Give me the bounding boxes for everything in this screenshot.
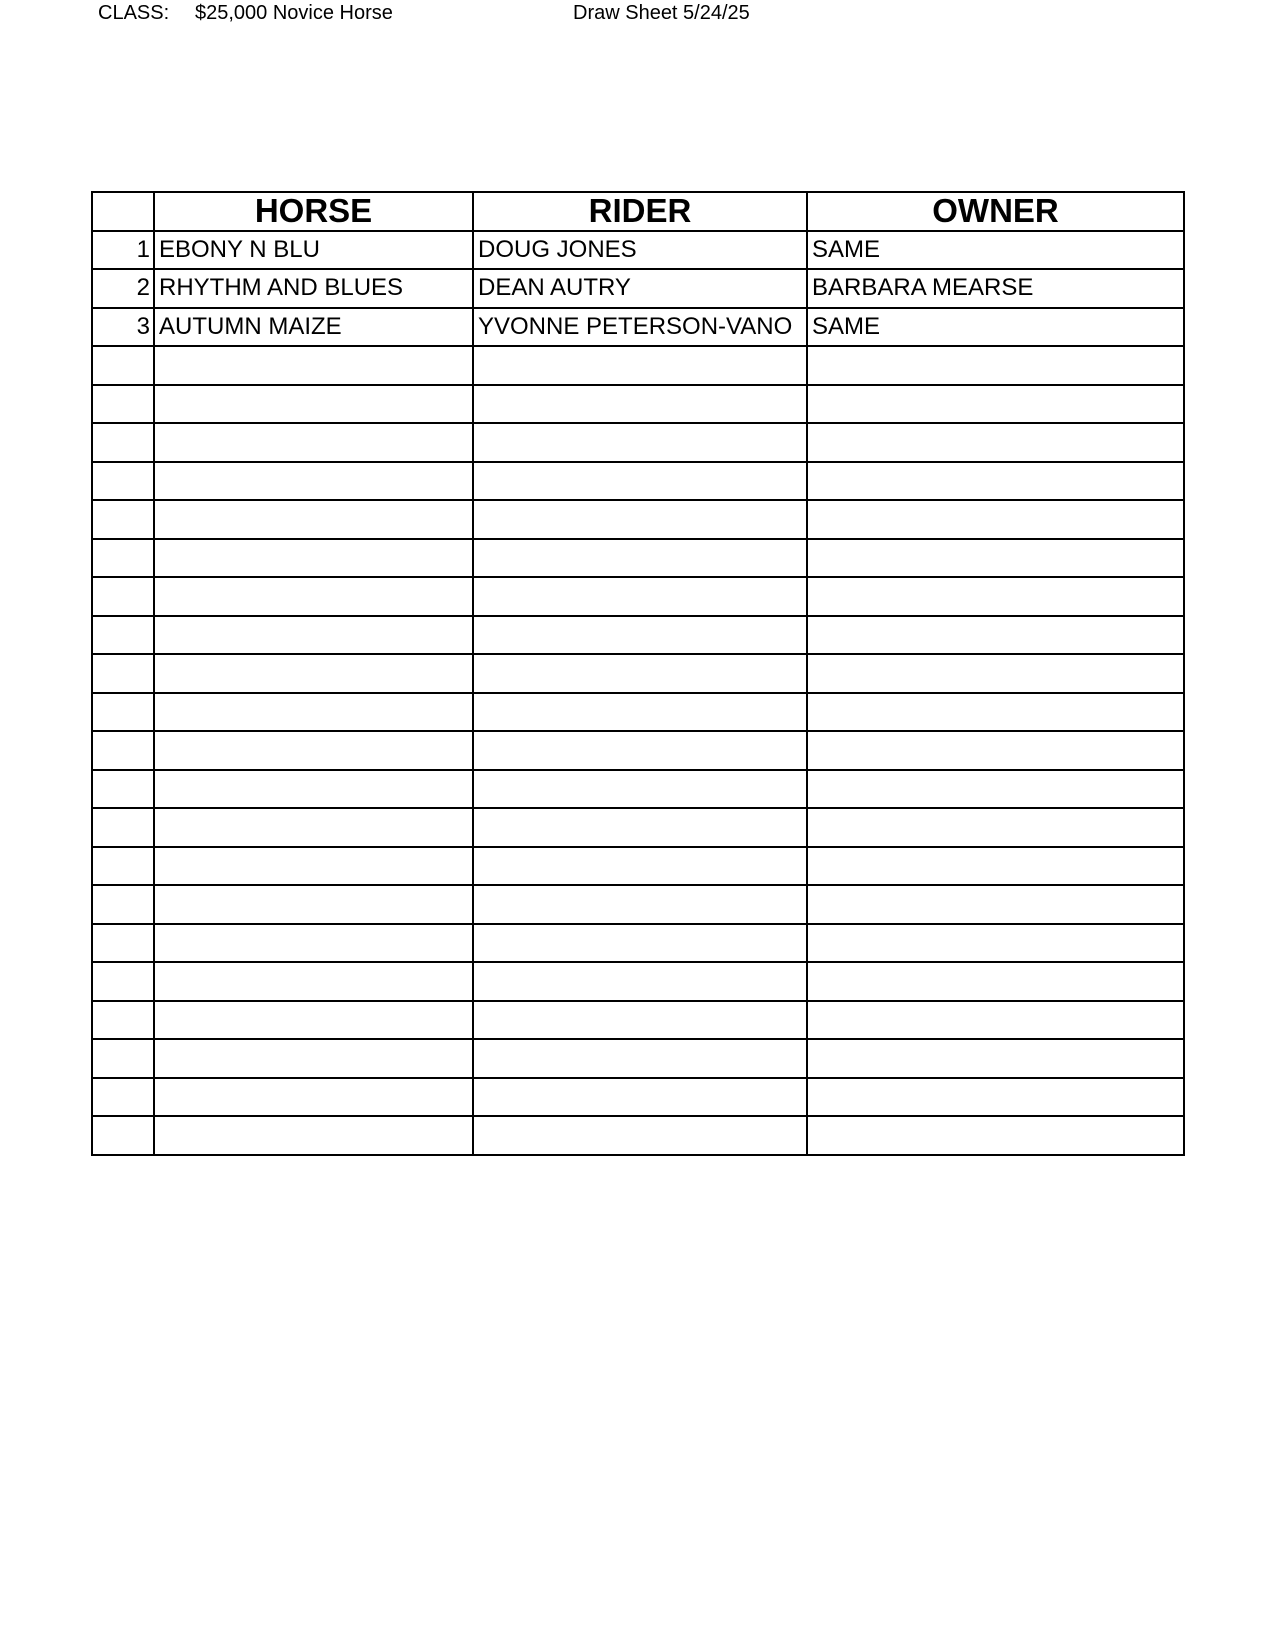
draw-sheet-date: Draw Sheet 5/24/25 <box>573 2 750 24</box>
table-row <box>92 269 1184 308</box>
empty-draw-number-cell <box>92 808 154 847</box>
empty-owner-name-cell <box>807 654 1184 693</box>
horse-name: AUTUMN MAIZE <box>154 308 473 347</box>
empty-table-row <box>92 924 1184 963</box>
empty-table-row <box>92 1039 1184 1078</box>
empty-rider-name-cell <box>473 808 807 847</box>
empty-rider-name-cell <box>473 731 807 770</box>
empty-draw-number-cell <box>92 616 154 655</box>
empty-draw-number-cell <box>92 693 154 732</box>
empty-table-row <box>92 1001 1184 1040</box>
empty-horse-name-cell <box>154 1078 473 1117</box>
class-label: CLASS: <box>98 2 170 24</box>
empty-owner-name-cell <box>807 1001 1184 1040</box>
empty-horse-name-cell <box>154 346 473 385</box>
empty-horse-name-cell <box>154 462 473 501</box>
empty-horse-name-cell <box>154 731 473 770</box>
empty-draw-number-cell <box>92 500 154 539</box>
empty-draw-number-cell <box>92 462 154 501</box>
empty-table-row <box>92 808 1184 847</box>
empty-draw-number-cell <box>92 539 154 578</box>
empty-owner-name-cell <box>807 693 1184 732</box>
empty-owner-name-cell <box>807 577 1184 616</box>
empty-draw-number-cell <box>92 924 154 963</box>
empty-rider-name-cell <box>473 1001 807 1040</box>
empty-table-row <box>92 500 1184 539</box>
empty-horse-name-cell <box>154 1001 473 1040</box>
empty-table-row <box>92 1078 1184 1117</box>
draw-number: 1 <box>92 231 154 270</box>
empty-horse-name-cell <box>154 1116 473 1155</box>
rider-name: DOUG JONES <box>473 231 807 270</box>
empty-owner-name-cell <box>807 462 1184 501</box>
empty-rider-name-cell <box>473 770 807 809</box>
table-row <box>92 231 1184 270</box>
empty-owner-name-cell <box>807 616 1184 655</box>
empty-horse-name-cell <box>154 808 473 847</box>
empty-horse-name-cell <box>154 693 473 732</box>
empty-table-row <box>92 616 1184 655</box>
empty-owner-name-cell <box>807 1039 1184 1078</box>
rider-name: DEAN AUTRY <box>473 269 807 308</box>
empty-draw-number-cell <box>92 1039 154 1078</box>
empty-horse-name-cell <box>154 1039 473 1078</box>
empty-owner-name-cell <box>807 885 1184 924</box>
column-header-horse: HORSE <box>154 192 473 231</box>
empty-rider-name-cell <box>473 616 807 655</box>
empty-owner-name-cell <box>807 385 1184 424</box>
empty-horse-name-cell <box>154 577 473 616</box>
column-header-owner: OWNER <box>807 192 1184 231</box>
empty-draw-number-cell <box>92 962 154 1001</box>
draw-number: 3 <box>92 308 154 347</box>
empty-rider-name-cell <box>473 1078 807 1117</box>
empty-rider-name-cell <box>473 346 807 385</box>
empty-draw-number-cell <box>92 423 154 462</box>
empty-horse-name-cell <box>154 654 473 693</box>
empty-horse-name-cell <box>154 962 473 1001</box>
empty-rider-name-cell <box>473 423 807 462</box>
empty-table-row <box>92 654 1184 693</box>
class-name: $25,000 Novice Horse <box>195 2 393 24</box>
empty-table-row <box>92 462 1184 501</box>
owner-name: SAME <box>807 308 1184 347</box>
empty-owner-name-cell <box>807 847 1184 886</box>
empty-table-row <box>92 385 1184 424</box>
empty-draw-number-cell <box>92 346 154 385</box>
empty-horse-name-cell <box>154 885 473 924</box>
draw-table <box>91 191 1185 1156</box>
empty-owner-name-cell <box>807 924 1184 963</box>
empty-rider-name-cell <box>473 1116 807 1155</box>
empty-owner-name-cell <box>807 962 1184 1001</box>
empty-rider-name-cell <box>473 924 807 963</box>
horse-name: EBONY N BLU <box>154 231 473 270</box>
empty-table-row <box>92 962 1184 1001</box>
empty-draw-number-cell <box>92 885 154 924</box>
empty-table-row <box>92 1116 1184 1155</box>
owner-name: SAME <box>807 231 1184 270</box>
draw-number: 2 <box>92 269 154 308</box>
empty-owner-name-cell <box>807 1116 1184 1155</box>
empty-table-row <box>92 346 1184 385</box>
rider-name: YVONNE PETERSON-VANO <box>473 308 807 347</box>
empty-owner-name-cell <box>807 539 1184 578</box>
empty-horse-name-cell <box>154 385 473 424</box>
owner-name: BARBARA MEARSE <box>807 269 1184 308</box>
empty-rider-name-cell <box>473 885 807 924</box>
empty-table-row <box>92 770 1184 809</box>
empty-draw-number-cell <box>92 654 154 693</box>
empty-horse-name-cell <box>154 847 473 886</box>
empty-draw-number-cell <box>92 385 154 424</box>
empty-draw-number-cell <box>92 770 154 809</box>
empty-draw-number-cell <box>92 1078 154 1117</box>
empty-rider-name-cell <box>473 385 807 424</box>
empty-rider-name-cell <box>473 500 807 539</box>
column-header-number <box>92 192 154 231</box>
empty-table-row <box>92 885 1184 924</box>
table-row <box>92 308 1184 347</box>
empty-owner-name-cell <box>807 346 1184 385</box>
empty-horse-name-cell <box>154 539 473 578</box>
column-header-rider: RIDER <box>473 192 807 231</box>
empty-rider-name-cell <box>473 539 807 578</box>
empty-owner-name-cell <box>807 500 1184 539</box>
document-header <box>0 0 1275 30</box>
empty-table-row <box>92 539 1184 578</box>
empty-horse-name-cell <box>154 924 473 963</box>
table-header-row <box>92 192 1184 231</box>
empty-rider-name-cell <box>473 577 807 616</box>
empty-owner-name-cell <box>807 731 1184 770</box>
table-body <box>92 231 1184 1155</box>
empty-rider-name-cell <box>473 1039 807 1078</box>
empty-owner-name-cell <box>807 808 1184 847</box>
empty-owner-name-cell <box>807 423 1184 462</box>
empty-draw-number-cell <box>92 847 154 886</box>
empty-draw-number-cell <box>92 1116 154 1155</box>
empty-horse-name-cell <box>154 770 473 809</box>
empty-rider-name-cell <box>473 693 807 732</box>
empty-table-row <box>92 693 1184 732</box>
empty-owner-name-cell <box>807 1078 1184 1117</box>
empty-rider-name-cell <box>473 847 807 886</box>
horse-name: RHYTHM AND BLUES <box>154 269 473 308</box>
empty-horse-name-cell <box>154 500 473 539</box>
empty-draw-number-cell <box>92 577 154 616</box>
empty-draw-number-cell <box>92 731 154 770</box>
empty-rider-name-cell <box>473 654 807 693</box>
empty-owner-name-cell <box>807 770 1184 809</box>
empty-rider-name-cell <box>473 462 807 501</box>
empty-horse-name-cell <box>154 423 473 462</box>
empty-table-row <box>92 423 1184 462</box>
empty-table-row <box>92 847 1184 886</box>
empty-rider-name-cell <box>473 962 807 1001</box>
empty-horse-name-cell <box>154 616 473 655</box>
empty-table-row <box>92 577 1184 616</box>
empty-draw-number-cell <box>92 1001 154 1040</box>
empty-table-row <box>92 731 1184 770</box>
